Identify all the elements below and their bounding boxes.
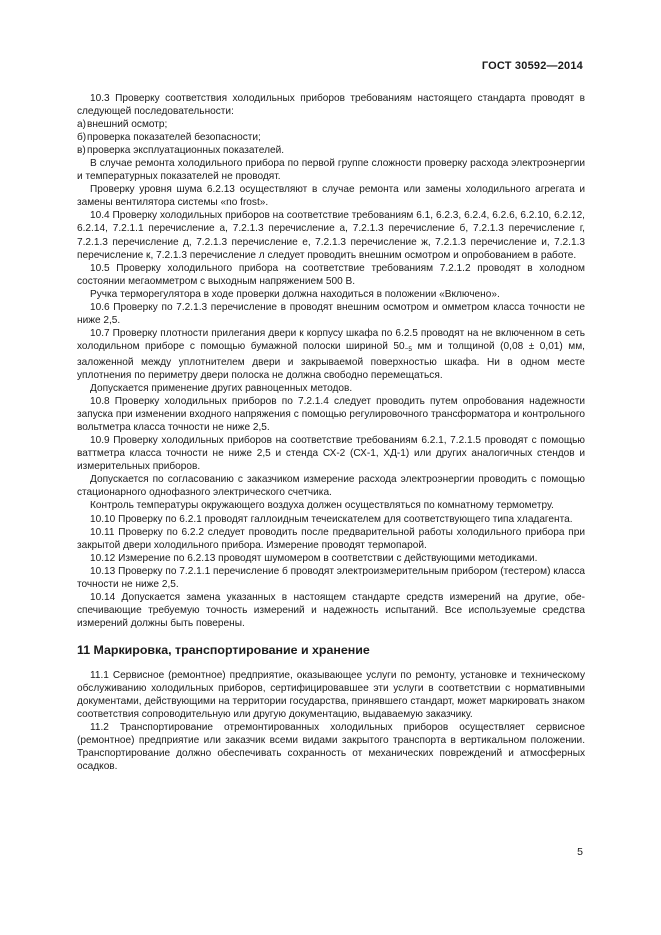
paragraph: Допускается применение других равноценных методов. <box>90 383 353 395</box>
paragraph-10-8: 10.8 Проверку холодильных приборов по 7.2.1.4 следует проводить путем опробования надежности запуска при изменении входного напряжения с помощью регулировочного трансформатора и контрольного вольтметра класса точности не ниже 2,5. <box>77 396 585 434</box>
paragraph-text: мм и толщиной (0,08 ± 0,01) мм, заложенной между уплотнителем двери и закрываемой поверхностью шкафа. Ни в одном месте уплотнения по периметру двери полоска не должна свободно перемещаться. <box>77 340 585 381</box>
paragraph-10-9: 10.9 Проверку холодильных приборов на соответствие требованиям 6.2.1, 7.2.1.5 проводят с помощью ваттметра класса точности не ниже 2,5 и стенда СХ-2 (СХ-1, ХД-1) или других аналогичных стендов и измерительных приборов. <box>77 435 585 473</box>
paragraph: Проверку уровня шума 6.2.13 осуществляют в случае ремонта или замены холодильного агрегата и замены вентилятора системы «no frost». <box>77 184 585 209</box>
paragraph: Ручка терморегулятора в ходе проверки должна находиться в положении «Включено». <box>90 288 500 300</box>
paragraph-11-2: 11.2 Транспортирование отремонтированных холодильных приборов осуществляет сервисное (ремонтное) предприятие или заказчик всеми видами закрытого транспорта в вертикальном положении. Транспортирование должно обеспечивать сохранность от механических повреждений и атмосферных осадков. <box>77 722 585 773</box>
paragraph-10-12: 10.12 Измерение по 6.2.13 проводят шумомером в соответствии с действующими методиками. <box>90 552 538 564</box>
paragraph: Контроль температуры окружающего воздуха должен осуществляться по комнатному термометру. <box>90 500 554 512</box>
paragraph-10-10: 10.10 Проверку по 6.2.1 проводят галлоидным течеискателем для соответствующего типа хладагента. <box>90 513 573 525</box>
paragraph: В случае ремонта холодильного прибора по первой группе сложности проверку расхода электроэнергии и температурных показателей не проводят. <box>77 158 585 183</box>
list-item-text: внешний осмотр; <box>87 119 168 131</box>
list-marker: в) <box>77 145 86 157</box>
page-number: 5 <box>577 846 583 858</box>
paragraph: Допускается по согласованию с заказчиком измерение расхода электроэнергии проводить с помощью стационарного однофазного электрического счетчика. <box>77 474 585 499</box>
list-marker: а) <box>77 119 86 131</box>
list-item <box>77 131 585 144</box>
paragraph-10-4: 10.4 Проверку холодильных приборов на соответствие требованиям 6.1, 6.2.3, 6.2.4, 6.2.6, 6.2.10, 6.2.12, 6.2.14, 7.2.1.1 перечисление а, 7.2.1.3 перечисление а, 7.2.1.3 перечисление б, 7.2.1.3 перечисление г, 7.2.1.3 перечисление д, 7.2.1.3 перечисление е, 7.2.1.3 перечисление ж, 7.2.1.3 перечисление и, 7.2.1.3 перечисление к, 7.2.1.3 перечисление л следует проводить внешним осмотром и опробованием в работе. <box>77 210 585 261</box>
paragraph-10-3: 10.3 Проверку соответствия холодильных приборов требованиям настоящего стандарта проводят в следующей последовательности: <box>77 93 585 118</box>
list-marker: б) <box>77 132 87 144</box>
paragraph-10-14: 10.14 Допускается замена указанных в настоящем стандарте средств измерений на другие, обеспечивающие требуемую точность измерений и надежность испытаний. Все используемые средства измерений должны быть поверены. <box>77 591 585 629</box>
tolerance-subscript: −5 <box>404 345 413 353</box>
paragraph-11-1: 11.1 Сервисное (ремонтное) предприятие, оказывающее услуги по ремонту, установке и техническому обслуживанию холодильных приборов, сертифицировавшее эти услуги в соответствии с нормативными документами, действующими на территории государства, принявшего стандарт, может маркировать знаком соответствия сопроводительную или другую документацию, выдаваемую заказчику. <box>77 669 585 721</box>
section-heading-11: 11 Маркировка, транспортирование и хранение <box>77 642 370 657</box>
paragraph-10-6: 10.6 Проверку по 7.2.1.3 перечисление в проводят внешним осмотром и омметром класса точности не ниже 2,5. <box>77 301 585 326</box>
paragraph-text: 10.7 Проверку плотности прилегания двери к корпусу шкафа по 6.2.5 проводят на не включенном в сеть холодильном приборе с помощью бумажной полоски шириной 50 <box>77 327 585 352</box>
paragraph-10-11: 10.11 Проверку по 6.2.2 следует проводить после предварительной работы холодильного прибора при закрытой двери холодильного прибора. Измерение проводят термопарой. <box>77 526 585 551</box>
paragraph-10-5: 10.5 Проверку холодильного прибора на соответствие требованиям 7.2.1.2 проводят в холодном состоянии мегаомметром с выходным напряжением 500 В. <box>77 262 585 287</box>
list-item <box>77 118 585 131</box>
document-header: ГОСТ 30592—2014 <box>481 60 583 72</box>
paragraph-10-7 <box>77 327 585 382</box>
list-item-text: проверка эксплуатационных показателей. <box>87 145 285 157</box>
document-body <box>77 92 585 773</box>
list-item-text: проверка показателей безопасности; <box>87 132 261 144</box>
paragraph-10-13: 10.13 Проверку по 7.2.1.1 перечисление б проводят электроизмерительным прибором (тестером) класса точности не ниже 2,5. <box>77 565 585 590</box>
list-item <box>77 144 585 157</box>
